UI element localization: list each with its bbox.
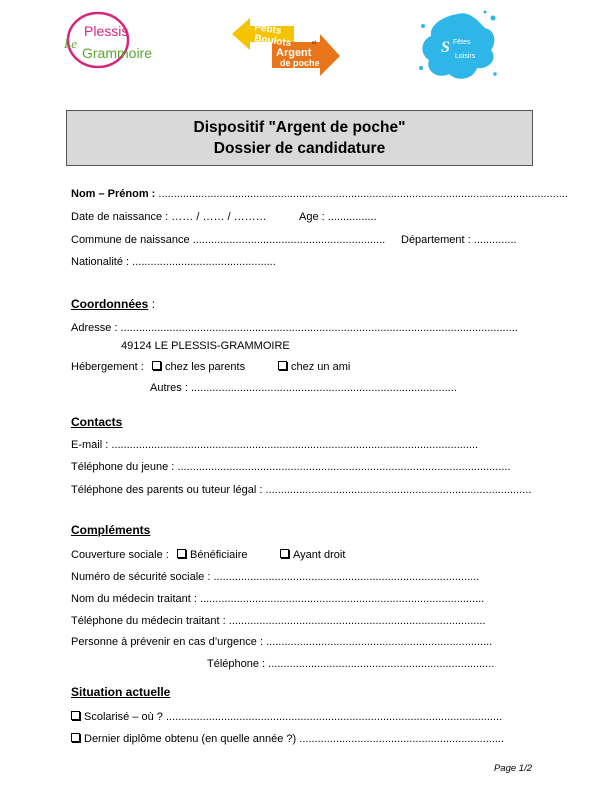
plessis-grammoire-logo xyxy=(60,8,160,78)
coverage-beneficiary-option[interactable] xyxy=(177,548,247,562)
checkbox-icon[interactable] xyxy=(152,361,161,370)
department-dots: .............. xyxy=(473,234,517,246)
doctor-name-label: Nom du médecin traitant : xyxy=(71,593,197,605)
situation-heading: Situation actuelle xyxy=(71,685,171,699)
nationality-dots: ............................................... xyxy=(132,256,276,268)
logo-line2: Grammoire xyxy=(82,45,153,61)
housing-other-label: Autres : xyxy=(150,382,188,394)
department-field[interactable] xyxy=(401,233,517,247)
coordonnees-heading-row xyxy=(71,297,155,311)
name-field[interactable] xyxy=(71,187,568,201)
contacts-heading: Contacts xyxy=(71,415,123,429)
emergency-phone-field[interactable] xyxy=(207,657,494,671)
parent-phone-field[interactable] xyxy=(71,483,531,497)
name-dots: ...................................................................................................................................... xyxy=(158,188,568,200)
emergency-contact-label: Personne à prévenir en cas d’urgence : xyxy=(71,636,264,648)
youth-phone-field[interactable] xyxy=(71,460,511,474)
postal-line: 49124 LE PLESSIS-GRAMMOIRE xyxy=(121,340,290,352)
birthdate-field[interactable] xyxy=(71,210,267,224)
doctor-phone-dots: .................................................................................... xyxy=(228,615,486,627)
parent-phone-label: Téléphone des parents ou tuteur légal : xyxy=(71,484,263,496)
logo-petits: Petits xyxy=(253,22,283,37)
nationality-label: Nationalité : xyxy=(71,256,130,268)
housing-label: Hébergement : xyxy=(71,361,144,373)
logo-boulots: Boulots xyxy=(253,33,292,50)
housing-friend-option[interactable] xyxy=(278,360,350,374)
age-dots: ................ xyxy=(327,211,377,223)
nationality-field[interactable] xyxy=(71,255,276,269)
parent-phone-dots: ....................................................................................... xyxy=(265,484,532,496)
email-field[interactable] xyxy=(71,438,478,452)
coverage-dependent-option[interactable] xyxy=(280,548,345,562)
doctor-phone-label: Téléphone du médecin traitant : xyxy=(71,615,226,627)
logo-s: S xyxy=(441,39,450,56)
birth-commune-dots: ............................................................... xyxy=(192,234,386,246)
birth-commune-label: Commune de naissance xyxy=(71,234,190,246)
youth-phone-dots: ............................................................................................................. xyxy=(177,461,511,473)
logo-loisirs: Loisirs xyxy=(455,53,476,60)
ssn-dots: ....................................................................................... xyxy=(213,571,480,583)
emergency-phone-dots: .......................................................................... xyxy=(268,658,495,670)
birthdate-label: Date de naissance : xyxy=(71,211,169,223)
coordonnees-colon: : xyxy=(151,297,156,311)
coverage-label: Couverture sociale : xyxy=(71,549,169,561)
checkbox-icon[interactable] xyxy=(71,711,80,720)
name-label: Nom – Prénom : xyxy=(71,188,156,200)
department-label: Département : xyxy=(401,234,471,246)
diploma-dots: ................................................................... xyxy=(299,733,505,745)
age-field[interactable] xyxy=(299,210,377,224)
logo-et: et xyxy=(312,40,317,46)
title-box xyxy=(66,110,533,166)
doctor-name-dots: ............................................................................................. xyxy=(200,593,485,605)
coverage-row xyxy=(71,548,169,562)
housing-parents-option[interactable] xyxy=(152,360,245,374)
coverage-beneficiary-label: Bénéficiaire xyxy=(190,549,248,561)
complements-heading: Compléments xyxy=(71,523,151,537)
emergency-contact-field[interactable] xyxy=(71,635,492,649)
checkbox-icon[interactable] xyxy=(278,361,287,370)
diploma-label: Dernier diplôme obtenu (en quelle année ?) xyxy=(84,733,297,745)
emergency-phone-label: Téléphone : xyxy=(207,658,266,670)
logo-line1: Plessis xyxy=(84,23,129,39)
youth-phone-label: Téléphone du jeune : xyxy=(71,461,175,473)
school-dots: .............................................................................................................. xyxy=(165,711,503,723)
checkbox-icon[interactable] xyxy=(71,733,80,742)
page-subtitle: Dossier de candidature xyxy=(213,140,386,157)
coordonnees-heading: Coordonnées xyxy=(71,297,149,311)
ssn-label: Numéro de sécurité sociale : xyxy=(71,571,211,583)
coverage-dependent-label: Ayant droit xyxy=(293,549,346,561)
housing-other-field[interactable] xyxy=(150,381,457,395)
age-label: Age : xyxy=(299,211,325,223)
page-title: Dispositif "Argent de poche" xyxy=(193,119,406,136)
logo-prefix: Le xyxy=(64,36,77,51)
school-label: Scolarisé – où ? xyxy=(84,711,163,723)
address-label: Adresse : xyxy=(71,322,118,334)
birth-commune-field[interactable] xyxy=(71,233,385,247)
housing-other-dots: ....................................................................................... xyxy=(190,382,457,394)
housing-parents-label: chez les parents xyxy=(165,361,246,373)
emergency-contact-dots: .......................................................................... xyxy=(266,636,493,648)
logo-fetes: Fêtes xyxy=(453,39,471,46)
fetes-loisirs-logo xyxy=(415,8,500,86)
housing-row xyxy=(71,360,144,374)
email-label: E-mail : xyxy=(71,439,109,451)
ssn-field[interactable] xyxy=(71,570,479,584)
checkbox-icon[interactable] xyxy=(280,549,289,558)
petits-boulots-logo xyxy=(232,14,342,78)
checkbox-icon[interactable] xyxy=(177,549,186,558)
email-dots: ........................................................................................................................ xyxy=(111,439,479,451)
address-field[interactable] xyxy=(71,321,518,335)
school-field[interactable] xyxy=(71,710,502,724)
address-dots: .................................................................................................................................. xyxy=(120,322,518,334)
page-number: Page 1/2 xyxy=(493,763,532,774)
logo-de-poche: de poche xyxy=(280,58,320,68)
housing-friend-label: chez un ami xyxy=(291,361,351,373)
logo-argent: Argent xyxy=(276,47,312,59)
birthdate-format: …… / …… / ……… xyxy=(171,211,267,223)
doctor-name-field[interactable] xyxy=(71,592,484,606)
diploma-field[interactable] xyxy=(71,732,504,746)
doctor-phone-field[interactable] xyxy=(71,614,486,628)
